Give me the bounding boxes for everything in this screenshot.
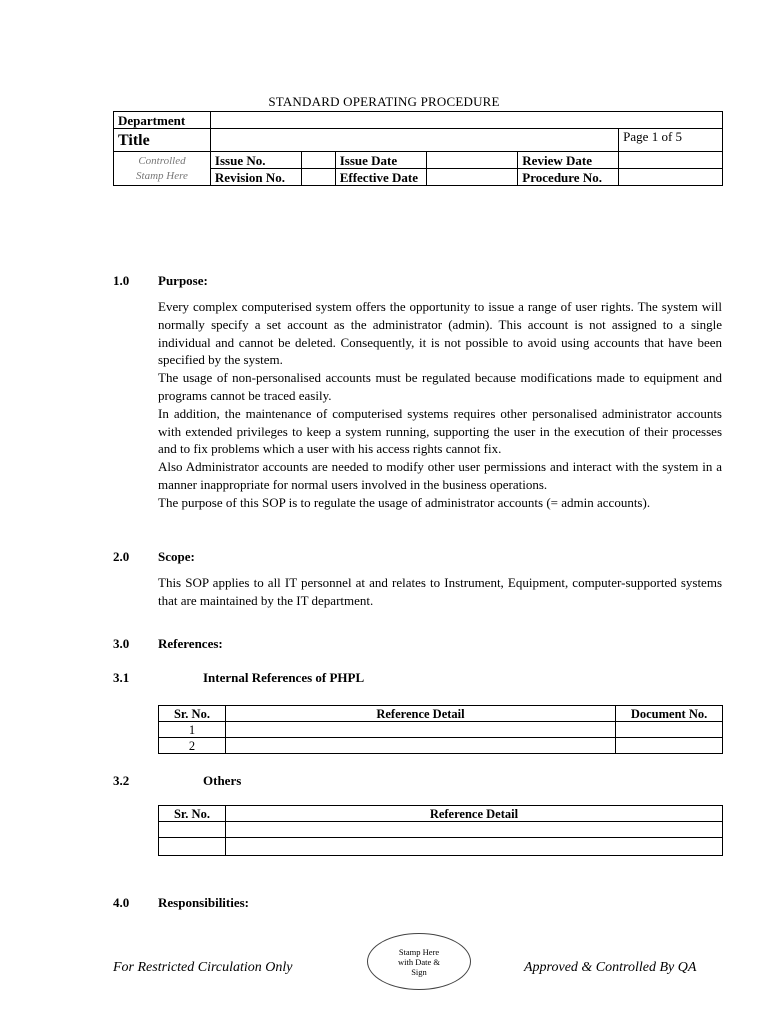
- column-header: Reference Detail: [225, 706, 615, 722]
- review-date-label: Review Date: [518, 152, 619, 169]
- document-title: STANDARD OPERATING PROCEDURE: [268, 94, 500, 109]
- title-value: [210, 129, 618, 152]
- revision-no-label: Revision No.: [210, 169, 301, 186]
- responsibilities-number: 4.0: [113, 895, 130, 910]
- review-date-value: [619, 152, 723, 169]
- scope-paragraph: This SOP applies to all IT personnel at and relates to Instrument, Equipment, computer-supported systems that are maintained by the IT department.: [158, 575, 722, 608]
- issue-no-value: [301, 152, 335, 169]
- page-number: Page 1 of 5: [619, 129, 723, 152]
- effective-date-value: [426, 169, 518, 186]
- scope-body: [158, 574, 722, 610]
- table-cell: [225, 838, 722, 856]
- purpose-paragraph: Every complex computerised system offers the opportunity to issue a range of user rights. The system will normally specify a set account as the administrator (admin). This account is not assigned to a single individual and cannot be deleted. Consequently, it is not possible to avoid using accounts that have been specified by the system.: [158, 299, 722, 368]
- table-cell: [159, 822, 226, 838]
- other-references-number: 3.2: [113, 773, 130, 788]
- table-cell: 2: [159, 738, 226, 754]
- footer-stamp-text: Stamp Here with Date & Sign: [397, 946, 441, 977]
- revision-no-value: [301, 169, 335, 186]
- table-row: [159, 838, 723, 856]
- header-table: [113, 111, 723, 186]
- table-cell: [225, 722, 615, 738]
- issue-date-label: Issue Date: [335, 152, 426, 169]
- department-value: [210, 112, 722, 129]
- table-cell: [225, 822, 722, 838]
- procedure-no-value: [619, 169, 723, 186]
- other-references-table: [158, 805, 723, 856]
- column-header: Sr. No.: [159, 706, 226, 722]
- department-label: Department: [114, 112, 211, 129]
- issue-no-label: Issue No.: [210, 152, 301, 169]
- column-header: Document No.: [616, 706, 723, 722]
- title-label: Title: [114, 129, 211, 152]
- table-row: [159, 738, 723, 754]
- purpose-number: 1.0: [113, 273, 130, 288]
- footer-restricted-circulation: For Restricted Circulation Only: [113, 960, 293, 975]
- scope-number: 2.0: [113, 549, 130, 564]
- purpose-paragraph: The usage of non-personalised accounts must be regulated because modifications made to equipment and programs cannot be traced easily.: [158, 370, 722, 403]
- table-cell: [225, 738, 615, 754]
- internal-references-table: [158, 705, 723, 754]
- purpose-paragraph: The purpose of this SOP is to regulate the usage of administrator accounts (= admin accounts).: [158, 494, 651, 510]
- other-references-heading: Others: [203, 773, 242, 788]
- column-header: Reference Detail: [225, 806, 722, 822]
- table-cell: 1: [159, 722, 226, 738]
- purpose-heading: Purpose:: [158, 273, 208, 288]
- table-row: [159, 722, 723, 738]
- footer-stamp-oval: [367, 933, 471, 990]
- internal-references-heading: Internal References of PHPL: [203, 670, 365, 685]
- purpose-paragraph: In addition, the maintenance of computerised systems requires other personalised administrator accounts with extended privileges to keep a system running, supporting the user in the execution of their processes and to fix problems which a user with his access rights cannot fix.: [158, 405, 722, 457]
- references-number: 3.0: [113, 636, 130, 651]
- column-header: Sr. No.: [159, 806, 226, 822]
- footer-approved-by-qa: Approved & Controlled By QA: [524, 960, 697, 975]
- internal-references-number: 3.1: [113, 670, 130, 685]
- table-cell: [616, 738, 723, 754]
- responsibilities-heading: Responsibilities:: [158, 895, 250, 910]
- references-heading: References:: [158, 636, 223, 651]
- purpose-body: [158, 298, 722, 512]
- scope-heading: Scope:: [158, 549, 195, 564]
- table-cell: [159, 838, 226, 856]
- procedure-no-label: Procedure No.: [518, 169, 619, 186]
- table-row: [159, 822, 723, 838]
- effective-date-label: Effective Date: [335, 169, 426, 186]
- controlled-stamp: Controlled Stamp Here: [114, 152, 211, 186]
- table-cell: [616, 722, 723, 738]
- issue-date-value: [426, 152, 518, 169]
- purpose-paragraph: Also Administrator accounts are needed to modify other user permissions and interact with the system in a manner inappropriate for normal users involved in the business operations.: [158, 459, 722, 492]
